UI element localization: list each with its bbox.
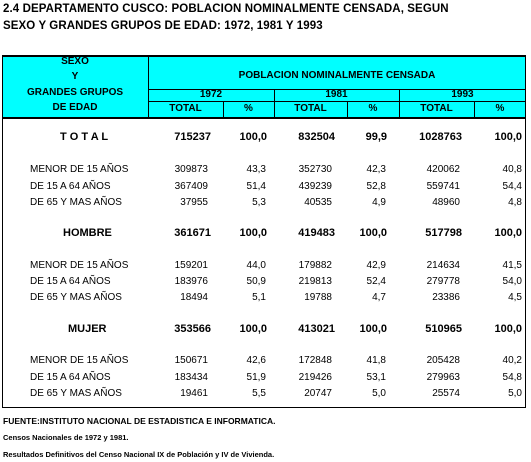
cell: 37955 — [180, 197, 208, 208]
cell: 53,1 — [366, 372, 386, 383]
header-total-1993: TOTAL — [420, 103, 453, 114]
cell: 4,7 — [372, 292, 386, 303]
cell: 279963 — [426, 372, 460, 383]
row-header-sexo: SEXO — [61, 56, 89, 67]
cell: 50,9 — [246, 276, 266, 287]
cell: 51,4 — [246, 181, 266, 192]
header-year-1972: 1972 — [199, 89, 223, 100]
cell: 5,5 — [252, 388, 266, 399]
cell: 5,3 — [252, 197, 266, 208]
cell: 99,9 — [365, 131, 387, 143]
row-header-y: Y — [71, 71, 79, 82]
table-header — [2, 55, 526, 119]
header-main-title: POBLACION NOMINALMENTE CENSADA — [238, 70, 436, 81]
cell: 219813 — [298, 276, 332, 287]
section-label-mujer: MUJER — [68, 323, 107, 335]
header-year-1993: 1993 — [451, 89, 474, 100]
cell: 40,8 — [502, 164, 522, 175]
row-label: DE 65 Y MAS AÑOS — [30, 197, 122, 208]
cell: 420062 — [426, 164, 460, 175]
cell: 1028763 — [419, 131, 462, 143]
cell: 5,0 — [508, 388, 522, 399]
cell: 51,9 — [246, 372, 266, 383]
cell: 25574 — [432, 388, 460, 399]
cell: 219426 — [298, 372, 332, 383]
cell: 205428 — [426, 355, 460, 366]
table-row — [2, 197, 526, 211]
table-row — [2, 131, 526, 145]
cell: 100,0 — [239, 323, 267, 335]
row-header-grandes-grupos: GRANDES GRUPOS — [26, 87, 124, 98]
cell: 54,0 — [502, 276, 522, 287]
cell: 18494 — [180, 292, 208, 303]
cell: 100,0 — [494, 227, 522, 239]
cell: 183434 — [174, 372, 208, 383]
table-row — [2, 372, 526, 386]
row-label: MENOR DE 15 AÑOS — [30, 260, 129, 271]
cell: 510965 — [425, 323, 462, 335]
cell: 52,8 — [366, 181, 386, 192]
cell: 559741 — [426, 181, 460, 192]
header-total-1981: TOTAL — [294, 103, 327, 114]
table-row — [2, 164, 526, 178]
cell: 42,3 — [366, 164, 386, 175]
cell: 353566 — [174, 323, 211, 335]
cell: 41,8 — [366, 355, 386, 366]
row-label: DE 65 Y MAS AÑOS — [30, 292, 122, 303]
cell: 5,0 — [372, 388, 386, 399]
table-row — [2, 355, 526, 369]
footnote-resultados: Resultados Definitivos del Censo Nacional IX de Población y IV de Vivienda. — [3, 450, 275, 459]
cell: 19788 — [304, 292, 332, 303]
cell: 4,9 — [372, 197, 386, 208]
cell: 48960 — [432, 197, 460, 208]
cell: 279778 — [426, 276, 460, 287]
header-year-1981: 1981 — [325, 89, 348, 100]
cell: 4,8 — [508, 197, 522, 208]
table-row — [2, 276, 526, 290]
cell: 43,3 — [246, 164, 266, 175]
cell: 715237 — [174, 131, 211, 143]
header-pct-1981: % — [368, 103, 378, 114]
cell: 5,1 — [252, 292, 266, 303]
cell: 40535 — [304, 197, 332, 208]
cell: 54,8 — [502, 372, 522, 383]
cell: 100,0 — [494, 323, 522, 335]
header-pct-1972: % — [244, 103, 253, 114]
cell: 361671 — [174, 227, 211, 239]
cell: 517798 — [425, 227, 462, 239]
cell: 214634 — [426, 260, 460, 271]
cell: 4,5 — [508, 292, 522, 303]
cell: 832504 — [298, 131, 335, 143]
cell: 179882 — [298, 260, 332, 271]
cell: 42,9 — [366, 260, 386, 271]
cell: 44,0 — [246, 260, 266, 271]
cell: 100,0 — [239, 227, 267, 239]
table-row — [2, 260, 526, 274]
cell: 41,5 — [502, 260, 522, 271]
cell: 100,0 — [359, 323, 387, 335]
cell: 413021 — [298, 323, 335, 335]
row-label: DE 65 Y MAS AÑOS — [30, 388, 122, 399]
cell: 54,4 — [502, 181, 522, 192]
cell: 20747 — [304, 388, 332, 399]
cell: 367409 — [174, 181, 208, 192]
cell: 100,0 — [359, 227, 387, 239]
row-label: MENOR DE 15 AÑOS — [30, 164, 129, 175]
cell: 309873 — [174, 164, 208, 175]
cell: 150671 — [174, 355, 208, 366]
table-row — [2, 181, 526, 195]
header-pct-1993: % — [495, 103, 505, 114]
section-label-total: T O T A L — [60, 131, 109, 143]
table-title-line-2: SEXO Y GRANDES GRUPOS DE EDAD: 1972, 1981 Y 1993 — [3, 20, 323, 32]
row-header-de-edad: DE EDAD — [52, 102, 98, 113]
table-row — [2, 227, 526, 241]
footnote-source: FUENTE:INSTITUTO NACIONAL DE ESTADISTICA E INFORMATICA. — [3, 416, 276, 426]
table-body — [2, 119, 526, 408]
row-label: DE 15 A 64 AÑOS — [30, 276, 111, 287]
cell: 100,0 — [494, 131, 522, 143]
row-label: MENOR DE 15 AÑOS — [30, 355, 129, 366]
cell: 40,2 — [502, 355, 522, 366]
header-total-1972: TOTAL — [169, 103, 202, 114]
footnote-censos: Censos Nacionales de 1972 y 1981. — [3, 433, 129, 442]
table-row — [2, 388, 526, 402]
cell: 23386 — [432, 292, 460, 303]
section-label-hombre: HOMBRE — [63, 227, 112, 239]
cell: 352730 — [298, 164, 332, 175]
cell: 42,6 — [246, 355, 266, 366]
cell: 19461 — [180, 388, 208, 399]
cell: 159201 — [174, 260, 208, 271]
row-label: DE 15 A 64 AÑOS — [30, 372, 111, 383]
cell: 419483 — [298, 227, 335, 239]
cell: 172848 — [298, 355, 332, 366]
cell: 100,0 — [239, 131, 267, 143]
table-row — [2, 323, 526, 337]
cell: 183976 — [174, 276, 208, 287]
table-title-line-1: 2.4 DEPARTAMENTO CUSCO: POBLACION NOMINALMENTE CENSADA, SEGUN — [3, 3, 449, 15]
cell: 52,4 — [366, 276, 386, 287]
cell: 439239 — [298, 181, 332, 192]
table-row — [2, 292, 526, 306]
row-label: DE 15 A 64 AÑOS — [30, 181, 111, 192]
